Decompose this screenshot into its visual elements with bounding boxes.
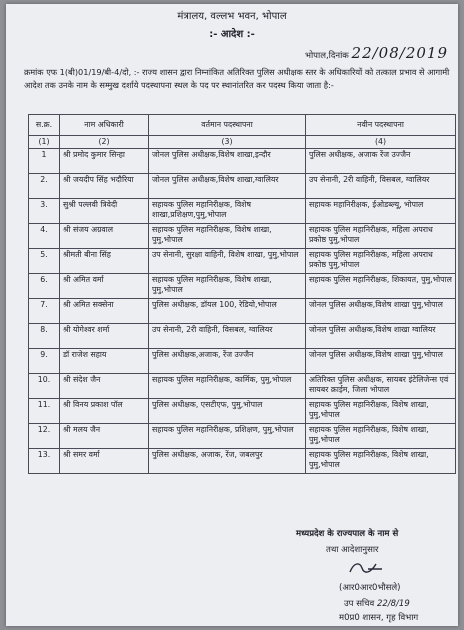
cell-current: जोनल पुलिस अधीक्षक,विशेष शाखा,इन्दौर	[149, 149, 306, 174]
order-document	[6, 4, 458, 626]
cell-name: श्री विनय प्रकाश पॉल	[60, 399, 149, 424]
cell-new: जोनल पुलिस अधीक्षक,विशेष शाखा पुमु,भोपाल	[306, 299, 456, 324]
table-row	[29, 274, 456, 299]
cell-sn: 1	[29, 149, 60, 174]
cell-name: श्री अमित वर्मा	[60, 274, 149, 299]
cell-current: सहायक पुलिस महानिरीक्षक, विशेष शाखा, पुमु,भोपाल	[149, 274, 306, 299]
cell-sn: 13.	[29, 449, 60, 474]
table-row	[29, 224, 456, 249]
cell-current: उप सेनानी, 2री वाहिनी, विसबल, ग्वालियर	[149, 324, 306, 349]
cell-name: श्री मलय जैन	[60, 424, 149, 449]
col-header-current: वर्तमान पदस्थापना	[149, 115, 306, 136]
cell-current: पुलिस अधीक्षक, एसटीएफ, पुमु,भोपाल	[149, 399, 306, 424]
date-prefix: भोपाल,दिनांक	[304, 51, 349, 61]
col-header-new: नवीन पदस्थापना	[306, 115, 456, 136]
cell-current: जोनल पुलिस अधीक्षक,विशेष शाखा,ग्वालियर	[149, 174, 306, 199]
cell-name: डॉ राजेश सहाय	[60, 349, 149, 374]
cell-current: सहायक पुलिस महानिरीक्षक, विशेष शाखा,प्रशिक्षण,पुमु,भोपाल	[149, 199, 306, 224]
cell-current: सहायक पुलिस महानिरीक्षक, प्रशिक्षण, पुमु,भोपाल	[149, 424, 306, 449]
order-heading: :- आदेश :-	[209, 29, 255, 40]
order-line: तथा आदेशानुसार	[326, 545, 379, 555]
cell-new: सहायक पुलिस महानिरीक्षक, महिला अपराध प्रकोष्ठ पुमु,भोपाल	[306, 224, 456, 249]
cell-name: श्री संजय अग्रवाल	[60, 224, 149, 249]
cell-sn: 12.	[29, 424, 60, 449]
table-row	[29, 199, 456, 224]
table-row	[29, 324, 456, 349]
index-cell: (4)	[306, 136, 456, 149]
cell-sn: 3.	[29, 199, 60, 224]
cell-new: सहायक पुलिस महानिरीक्षक, शिकायत, पुमु,भोपाल	[306, 274, 456, 299]
cell-name: श्री प्रमोद कुमार सिन्हा	[60, 149, 149, 174]
col-header-sn: स.क्र.	[29, 115, 60, 136]
cell-sn: 8.	[29, 324, 60, 349]
cell-current: पुलिस अधीक्षक, डॉयल 100, रेडियो,भोपाल	[149, 299, 306, 324]
table-row	[29, 399, 456, 424]
cell-current: पुलिस अधीक्षक,अजाक, रेंज उज्जैन	[149, 349, 306, 374]
cell-current: सहायक पुलिस महानिरीक्षक, कार्मिक, पुमु,भोपाल	[149, 374, 306, 399]
index-cell: (2)	[60, 136, 149, 149]
cell-sn: 4.	[29, 224, 60, 249]
cell-new: उप सेनानी, 2री वाहिनी, विसबल, ग्वालियर	[306, 174, 456, 199]
designation-text: उप सचिव	[344, 599, 375, 609]
governor-line: मध्यप्रदेश के राज्यपाल के नाम से	[296, 529, 399, 539]
ministry-header: मंत्रालय, वल्लभ भवन, भोपाल	[177, 11, 287, 22]
cell-sn: 7.	[29, 299, 60, 324]
col-header-name: नाम अधिकारी	[60, 115, 149, 136]
cell-sn: 5.	[29, 249, 60, 274]
cell-name: श्री जयदीप सिंह भदौरिया	[60, 174, 149, 199]
index-row	[29, 136, 456, 149]
table-row	[29, 299, 456, 324]
transfer-table	[28, 114, 456, 474]
cell-new: सहायक पुलिस महानिरीक्षक, विशेष शाखा, पुमु,भोपाल	[306, 399, 456, 424]
table-row	[29, 374, 456, 399]
table-row	[29, 249, 456, 274]
table-row	[29, 174, 456, 199]
cell-new: अतिरिक्त पुलिस अधीक्षक, सायबर इंटेलिजेन्स एवं सायबर क्राईम, जिला भोपाल	[306, 374, 456, 399]
cell-sn: 9.	[29, 349, 60, 374]
cell-new: सहायक महानिरीक्षक, ईओडब्ल्यू, भोपाल	[306, 199, 456, 224]
signature-mark	[346, 560, 386, 576]
cell-current: उप सेनानी, सुरक्षा वाहिनी, विशेष शाखा, पुमु,भोपाल	[149, 249, 306, 274]
cell-new: सहायक पुलिस महानिरीक्षक, विशेष शाखा, पुमु,भोपाल	[306, 449, 456, 474]
cell-name: सुश्री पल्लवी त्रिवेदी	[60, 199, 149, 224]
cell-new: जोनल पुलिस अधीक्षक,विशेष शाखा पुमु,भोपाल	[306, 349, 456, 374]
cell-current: सहायक पुलिस महानिरीक्षक, विशेष शाखा, पुमु,भोपाल	[149, 224, 306, 249]
index-cell: (1)	[29, 136, 60, 149]
cell-new: पुलिस अधीक्षक, अजाक रेंज उज्जैन	[306, 149, 456, 174]
date-line	[305, 44, 448, 62]
designation-mark: 22/8/19	[376, 599, 410, 609]
cell-name: श्री संदेश जैन	[60, 374, 149, 399]
table-row	[29, 149, 456, 174]
cell-name: श्री अमित सक्सेना	[60, 299, 149, 324]
department-line: म0प्र0 शासन, गृह विभाग	[339, 613, 419, 623]
table-row	[29, 424, 456, 449]
date-value: 22/08/2019	[351, 44, 448, 62]
index-cell: (3)	[149, 136, 306, 149]
table-row	[29, 349, 456, 374]
cell-name: श्री समर वर्मा	[60, 449, 149, 474]
table-row	[29, 449, 456, 474]
signatory-name: (आर0आर0भौसले)	[339, 583, 401, 593]
cell-sn: 2.	[29, 174, 60, 199]
table-header-row	[29, 115, 456, 136]
cell-current: पुलिस अधीक्षक, अजाक, रेंज, जबलपुर	[149, 449, 306, 474]
cell-sn: 10.	[29, 374, 60, 399]
order-intro-paragraph: क्रमांक एफ 1(बी)01/19/बी-4/दो, :- राज्य शासन द्वारा निम्नांकित अतिरिक्त पुलिस अधीक्षक स्तर के अधिकारियों को तत्काल प्रभाव से आगामी आदेश तक उनके नाम के सम्मुख दर्शाये पदस्थापना स्थल के पद पर स्थानांतरित कर पदस्थ किया जाता है:-	[24, 67, 450, 90]
cell-sn: 6.	[29, 274, 60, 299]
cell-new: सहायक पुलिस महानिरीक्षक, विशेष शाखा, पुमु,भोपाल	[306, 424, 456, 449]
signatory-designation	[344, 598, 410, 609]
cell-name: श्रीमती बीना सिंह	[60, 249, 149, 274]
cell-sn: 11.	[29, 399, 60, 424]
cell-name: श्री योगेश्वर शर्मा	[60, 324, 149, 349]
cell-new: सहायक पुलिस महानिरीक्षक, महिला अपराध प्रकोष्ठ पुमु,भोपाल	[306, 249, 456, 274]
cell-new: जोनल पुलिस अधीक्षक,विशेष शाखा ग्वालियर	[306, 324, 456, 349]
